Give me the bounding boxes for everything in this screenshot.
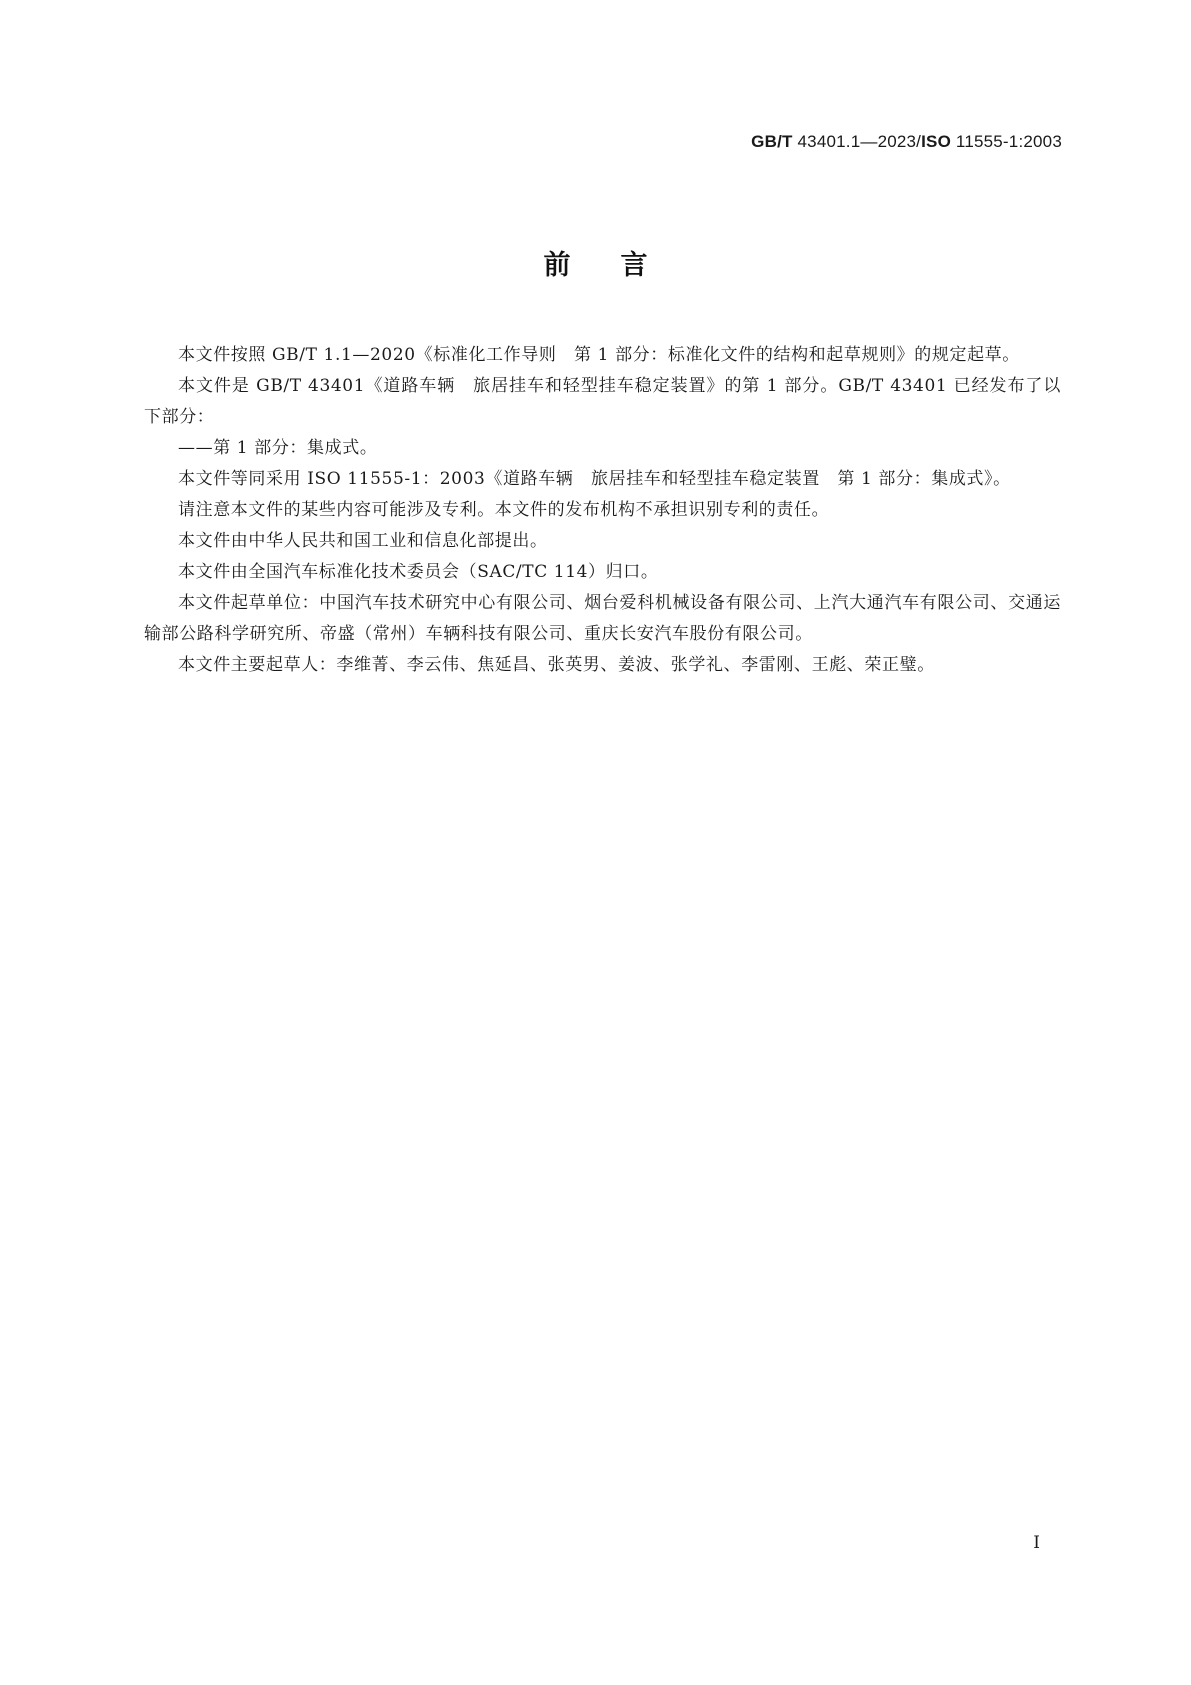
paragraph-patent-notice: 请注意本文件的某些内容可能涉及专利。本文件的发布机构不承担识别专利的责任。	[178, 500, 830, 520]
header-code-part-4: 11555-1:2003	[951, 132, 1062, 151]
header-code-part-2: 43401.1—2023/	[792, 132, 922, 151]
paragraph-part-description: 本文件是 GB/T 43401《道路车辆 旅居挂车和轻型挂车稳定装置》的第 1 部分。GB/T 43401 已经发布了以下部分：	[144, 376, 1061, 427]
page-number: I	[1033, 1533, 1040, 1553]
paragraph-iso-adoption: 本文件等同采用 ISO 11555-1：2003《道路车辆 旅居挂车和轻型挂车稳定装置 第 1 部分：集成式》。	[178, 469, 1011, 489]
paragraph-committee: 本文件由全国汽车标准化技术委员会（SAC/TC 114）归口。	[178, 562, 659, 582]
paragraph-part-list-item: ——第 1 部分：集成式。	[178, 438, 378, 458]
paragraph-drafters: 本文件主要起草人：李维菁、李云伟、焦延昌、张英男、姜波、张学礼、李雷刚、王彪、荣正璧。	[178, 655, 935, 675]
header-code-part-1: GB/T	[751, 132, 793, 151]
page-title: 前言	[543, 250, 698, 281]
foreword-body	[144, 340, 1061, 681]
paragraph-drafting-rules: 本文件按照 GB/T 1.1—2020《标准化工作导则 第 1 部分：标准化文件的结构和起草规则》的规定起草。	[178, 345, 1020, 365]
paragraph-drafting-units: 本文件起草单位：中国汽车技术研究中心有限公司、烟台爱科机械设备有限公司、上汽大通汽车有限公司、交通运输部公路科学研究所、帝盛（常州）车辆科技有限公司、重庆长安汽车股份有限公司。	[144, 593, 1061, 644]
paragraph-proposer: 本文件由中华人民共和国工业和信息化部提出。	[178, 531, 548, 551]
header-code-part-3: ISO	[921, 132, 951, 151]
document-code-header	[751, 132, 1062, 152]
